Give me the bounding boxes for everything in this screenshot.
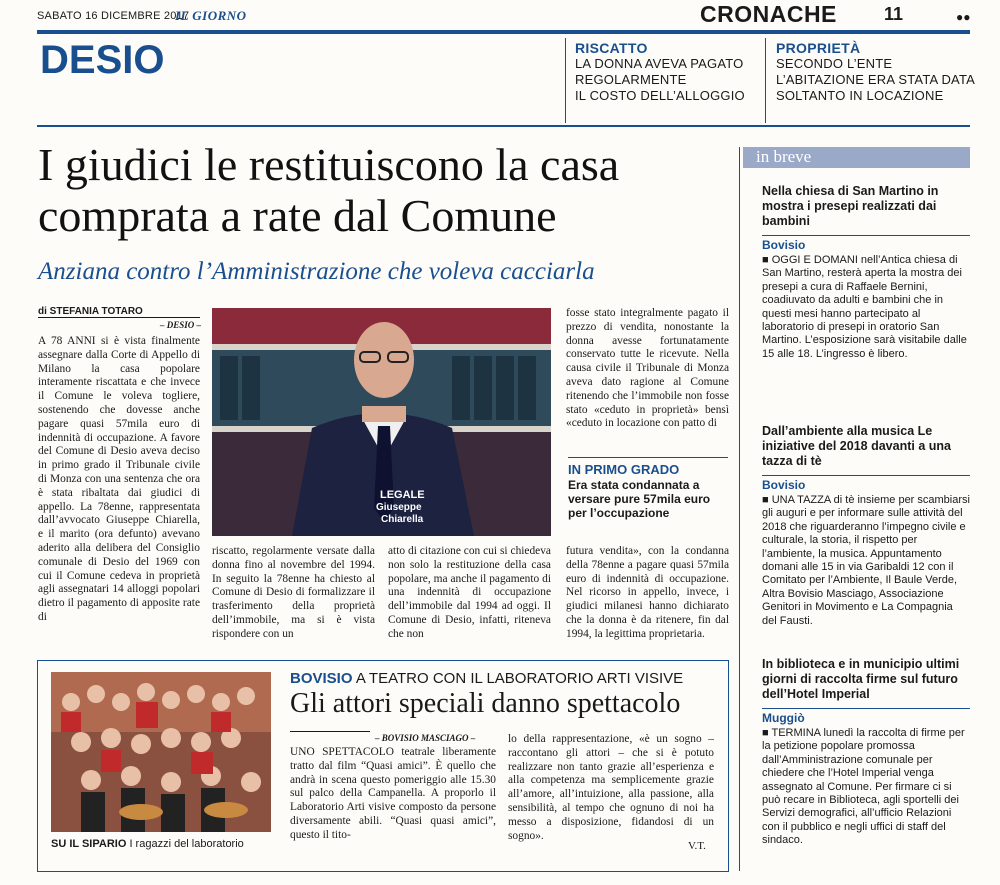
headline-line-1: I giudici le restituiscono la casa bbox=[38, 139, 620, 190]
page-dots: ●● bbox=[956, 10, 971, 24]
article-subtitle: Anziana contro l’Amministrazione che voleva cacciarla bbox=[38, 258, 595, 285]
sidebar-title: in breve bbox=[756, 147, 812, 166]
theater-dateline: – BOVISIO MASCIAGO – bbox=[375, 733, 476, 743]
town-label: DESIO bbox=[40, 38, 165, 82]
page-number: 11 bbox=[884, 4, 904, 24]
photo-caption-label: LEGALE bbox=[380, 489, 425, 501]
photo-caption-surname: Chiarella bbox=[381, 514, 424, 525]
brief-location: Muggiò bbox=[762, 711, 805, 725]
headline-line-2: comprata a rate dal Comune bbox=[38, 190, 557, 241]
brief-item-1 bbox=[762, 184, 970, 361]
newspaper-logo: IL GIORNO bbox=[175, 8, 247, 23]
photo-caption bbox=[51, 838, 244, 850]
box-line: REGOLARMENTE bbox=[575, 72, 687, 87]
box-heading: RISCATTO bbox=[575, 40, 648, 56]
header-rule bbox=[37, 30, 970, 34]
theater-group-photo bbox=[51, 672, 271, 832]
theater-kicker bbox=[290, 670, 683, 687]
dateline: – DESIO – bbox=[160, 320, 202, 330]
brief-title: Nella chiesa di San Martino in mostra i presepi realizzati dai bambini bbox=[762, 184, 939, 228]
box-line: IL COSTO DELL’ALLOGGIO bbox=[575, 88, 745, 103]
theater-title: Gli attori speciali danno spettacolo bbox=[290, 688, 681, 719]
theater-photo-graphic bbox=[51, 672, 271, 832]
brief-body: ■ UNA TAZZA di tè insieme per scambiarsi gli auguri e per informare sulle attività del 2018 che riguarderanno l’impegno civile e culturale, la storia, il rispetto per l’ambiente, la musica. Appuntamento domani alle 15 in via Garibaldi 12 con il Comitato per l’Ambiente, Il Baule Verde, Altra Bovisio Masciago, Associazione Genitori in Movimento e La Compagnia del Fausti. bbox=[762, 494, 970, 627]
brief-location: Bovisio bbox=[762, 238, 806, 252]
caption-text: I ragazzi del laboratorio bbox=[126, 838, 244, 850]
sidebar-divider bbox=[739, 147, 740, 871]
section-rule bbox=[37, 125, 970, 127]
photo-caption-name: Giuseppe bbox=[376, 502, 422, 513]
article-column-4-top: fosse stato integralmente pagato il prezzo di vendita, nonostante la donna avesse fortunatamente conservato tutte le ricevute. Nella causa civile il Tribunale di Monza aveva dato ragione al Comune ritenendo che l’immobile non fosse stato «ceduto in proprietà» bensì «ceduto in locazione con patto di bbox=[566, 307, 729, 430]
article-column-4-bottom: futura vendita», con la condanna della 78enne a pagare quasi 57mila euro di indennità di occupazione. Nel ricorso in appello, invece, i giudici milanesi hanno dichiarato che la donna è da ritenere, fin dal 1994, la legittima proprietaria. bbox=[566, 545, 729, 640]
box-line: L’ABITAZIONE ERA STATA DATA bbox=[776, 72, 975, 87]
inset-rule bbox=[568, 457, 728, 458]
brief-location: Bovisio bbox=[762, 478, 806, 492]
kicker-town: BOVISIO bbox=[290, 670, 353, 687]
byline: di STEFANIA TOTARO bbox=[38, 306, 143, 317]
theater-column-2: lo della rappresentazione, «è un sogno – raccontano gli attori – che si è potuto realizzare non tanto grazie all’esperienza e alla competenza ma semplicemente grazie all’amore, all’intuizione, alla passione, alla sensibilità, al tempo che ognuno di noi ha messo a disposizione, fidandosi di un sogno». bbox=[508, 733, 714, 842]
brief-item-2 bbox=[762, 424, 970, 628]
brief-title: In biblioteca e in municipio ultimi giorni di raccolta firme sul futuro dell’Hotel Imperial bbox=[762, 657, 960, 701]
article-column-1: A 78 ANNI si è vista finalmente assegnare dalla Corte di Appello di Milano la casa popolare interamente riscattata e che invece il Comune le voleva togliere, sostenendo che dovesse anche pagare quasi 57mila euro di indennità di occupazione. A favore del Comune di Desio aveva deciso in primo grado il Tribunale civile di Monza con una sentenza che ora è stata ribaltata dai giudici di appello. La 78enne, rappresentata dall’avvocato Giuseppe Chiarella, e il marito (ora defunto) avevano aderito alla delibera del Consiglio comunale di Desio del 1969 con cui il Comune cedeva in proprietà agli assegnatari 14 alloggi popolari dietro il pagamento di apposite rate di bbox=[38, 335, 200, 623]
brief-rule bbox=[762, 475, 970, 476]
brief-rule bbox=[762, 708, 970, 709]
inset-body: Era stata condannata a versare pure 57mila euro per l’occupazione bbox=[568, 478, 711, 520]
box-divider-1 bbox=[565, 38, 566, 123]
theater-signature: V.T. bbox=[688, 840, 706, 852]
caption-bold: SU IL SIPARIO bbox=[51, 838, 127, 850]
info-box-riscatto bbox=[575, 40, 745, 104]
inset-heading: IN PRIMO GRADO bbox=[568, 462, 680, 477]
brief-body: ■ OGGI E DOMANI nell’Antica chiesa di San Martino, resterà aperta la mostra dei presepi a cura di Raffaele Bernini, coadiuvato da adulti e bambini che in questi mesi hanno partecipato al laboratorio di presepi in oratorio San Martino. L’esposizione sarà visitabile dalle 15 alle 18. L’ingresso è libero. bbox=[762, 254, 967, 360]
theater-dateline-rule bbox=[290, 731, 370, 732]
box-line: SECONDO L’ENTE bbox=[776, 56, 893, 71]
page-date: SABATO 16 DICEMBRE 2017 bbox=[37, 10, 190, 22]
brief-body: ■ TERMINA lunedì la raccolta di firme per la petizione popolare promossa dall’Amministrazione comunale per chiedere che l’Hotel Imperial venga assegnato al Comune. Per firmare ci si può recare in Biblioteca, agli sportelli dei Servizi demografici, all’ufficio Relazioni con il pubblico e negli uffici di staff del sindaco. bbox=[762, 727, 965, 847]
box-line: LA DONNA AVEVA PAGATO bbox=[575, 56, 744, 71]
brief-title: Dall’ambiente alla musica Le iniziative del 2018 davanti a una tazza di tè bbox=[762, 424, 951, 468]
kicker-text: A TEATRO CON IL LABORATORIO ARTI VISIVE bbox=[352, 670, 684, 687]
article-column-2: riscatto, regolarmente versate dalla donna fino al novembre del 1994. In seguito la 78enne ha chiesto al Comune di Desio di formalizzare il trasferimento della proprietà dell’immobile, ma si è vista rispondere con un bbox=[212, 545, 375, 640]
box-divider-2 bbox=[765, 38, 766, 123]
theater-column-1: UNO SPETTACOLO teatrale liberamente tratto dal film “Quasi amici”. È quello che andrà in scena questo pomeriggio alle 15.30 sul palco della Campanella. A proporlo il Laboratorio Arti visive composto da persone diversamente abili. “Quasi quasi amici”, questo il tito- bbox=[290, 746, 496, 841]
box-heading: PROPRIETÀ bbox=[776, 40, 861, 56]
article-column-3: atto di citazione con cui si chiedeva non solo la restituzione della casa popolare, ma anche il pagamento di una indennità di occupazione dell’immobile dal 1994 ad oggi. Il Comune di Desio, infatti, riteneva che non bbox=[388, 545, 551, 640]
brief-item-3 bbox=[762, 657, 970, 848]
byline-rule bbox=[38, 317, 200, 318]
section-title: CRONACHE bbox=[700, 1, 837, 27]
article-headline bbox=[38, 139, 728, 241]
info-box-proprieta bbox=[776, 40, 975, 104]
brief-rule bbox=[762, 235, 970, 236]
box-line: SOLTANTO IN LOCAZIONE bbox=[776, 88, 944, 103]
